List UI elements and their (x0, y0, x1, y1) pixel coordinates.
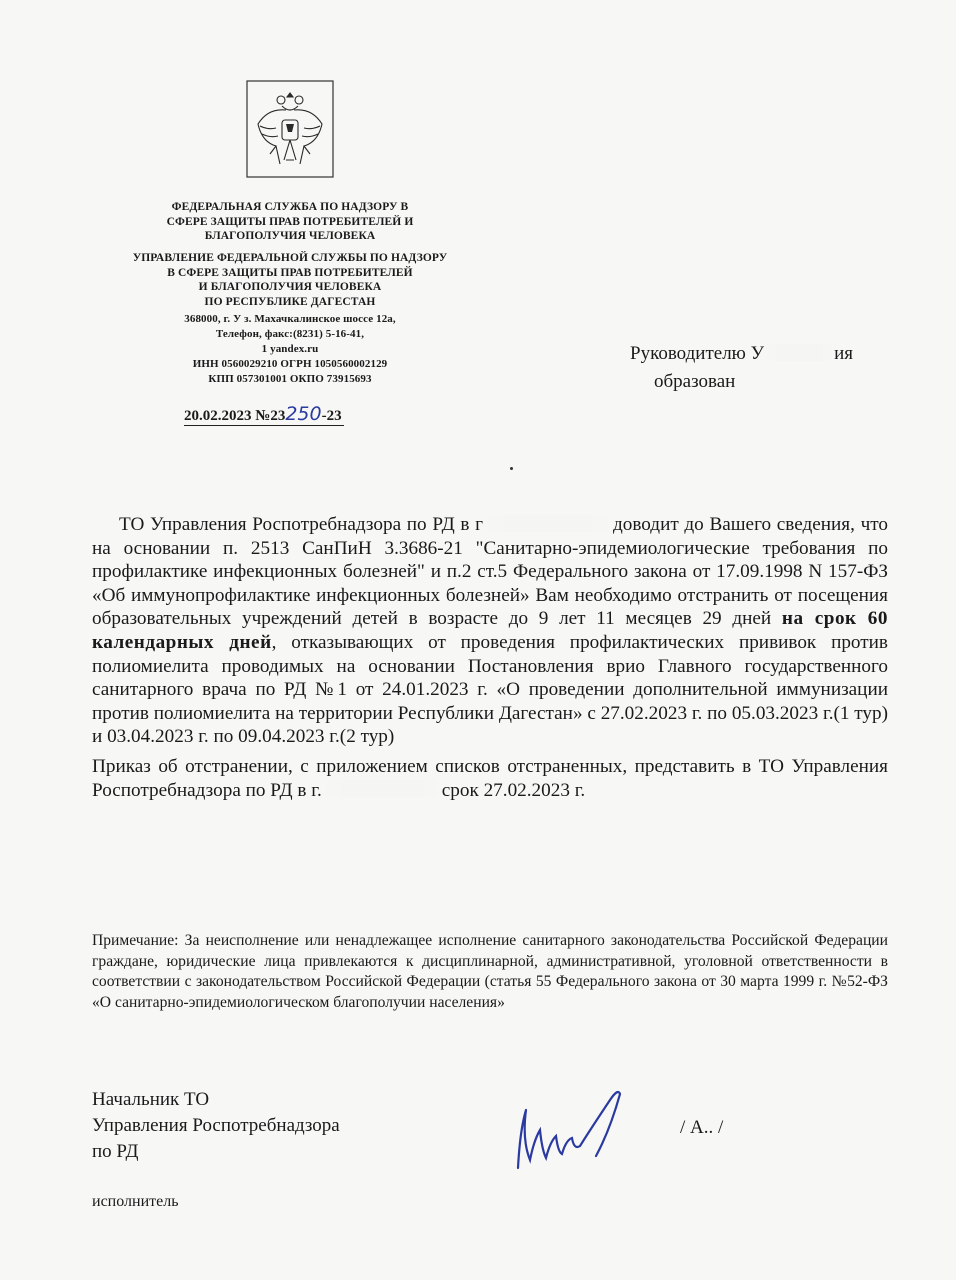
org-name-regional: УПРАВЛЕНИЕ ФЕДЕРАЛЬНОЙ СЛУЖБЫ ПО НАДЗОРУ В СФЕРЕ ЗАЩИТЫ ПРАВ ПОТРЕБИТЕЛЕЙ И БЛАГОПОЛУЧИЯ ЧЕЛОВЕКА ПО РЕСПУБЛИКЕ ДАГЕСТАН (132, 252, 448, 308)
org-contacts: 368000, г. У з. Махачкалинское шоссе 12а, Телефон, факс:(8231) 5-16-41, 1 yandex.ru ИНН 0560029210 ОГРН 1050560002129 КПП 057301001 ОКПО 73915693 (184, 313, 396, 385)
date-number: 20.02.2023 №23 (184, 408, 286, 424)
coat-of-arms-emblem (246, 80, 334, 178)
redacted-area (322, 780, 442, 797)
executor-label: исполнитель (92, 1193, 179, 1210)
handwritten-signature (500, 1080, 650, 1180)
signatory-title: Начальник ТО Управления Роспотребнадзора по РД (92, 1089, 340, 1162)
body-paragraph-1: ТО Управления Роспотребнадзора по РД в г доводит до Вашего сведения, что на основании п. 2513 СанПиН 3.3686-21 "Санитарно-эпидемиологические требования по профилактике инфекционных болезней" и п.2 ст.5 Федерального закона от 17.09.1998 N 157-ФЗ «Об иммунопрофилактике инфекционных болезней» Вам необходимо отстранить от посещения образовательных учреждений детей в возрасте до 9 лет 11 месяцев 29 дней на срок 60 календарных дней, отказывающих от проведения профилактических прививок против полиомиелита проводимых на основании Постановления врио Главного государственного санитарного врача по РД №1 от 24.01.2023 г. «О проведении дополнительной иммунизации против полиомиелита на территории Республики Дагестан» с 27.02.2023 г. по 05.03.2023 г.(1 тур) и 03.04.2023 г. по 09.04.2023 г.(2 тур) (92, 514, 888, 748)
handwritten-number: 250 (285, 403, 322, 425)
addressee-line1-end: ия (834, 343, 853, 364)
legal-note: Примечание: За неисполнение или ненадлежащее исполнение санитарного законодательства Российской Федерации граждане, юридические лица привлекаются к дисциплинарной, административной, уголовной ответственности в соответствии с законодательством Российской Федерации (статья 55 Федерального закона от 30 марта 1999 г. №52-ФЗ «О санитарно-эпидемиологическом благополучии населения» (92, 932, 888, 1011)
number-suffix: -23 (321, 408, 342, 424)
redacted-area (764, 344, 834, 361)
signer-name: / А.. / (680, 1117, 724, 1138)
redacted-area (483, 515, 613, 532)
addressee-line2: образован (654, 371, 736, 392)
letter-body (92, 513, 888, 802)
stray-mark (510, 467, 513, 470)
bold-period: на срок 60 календарных дней (92, 608, 888, 653)
addressee (630, 340, 853, 396)
outgoing-number (184, 403, 344, 425)
body-paragraph-2: Приказ об отстранении, с приложением списков отстраненных, представить в ТО Управления Роспотребнадзора по РД в г. срок 27.02.2023 г. (92, 755, 888, 801)
addressee-line1-start: Руководителю У (630, 343, 765, 364)
org-name-federal: ФЕДЕРАЛЬНАЯ СЛУЖБА ПО НАДЗОРУ В СФЕРЕ ЗАЩИТЫ ПРАВ ПОТРЕБИТЕЛЕЙ И БЛАГОПОЛУЧИЯ ЧЕЛОВЕКА (166, 201, 414, 242)
